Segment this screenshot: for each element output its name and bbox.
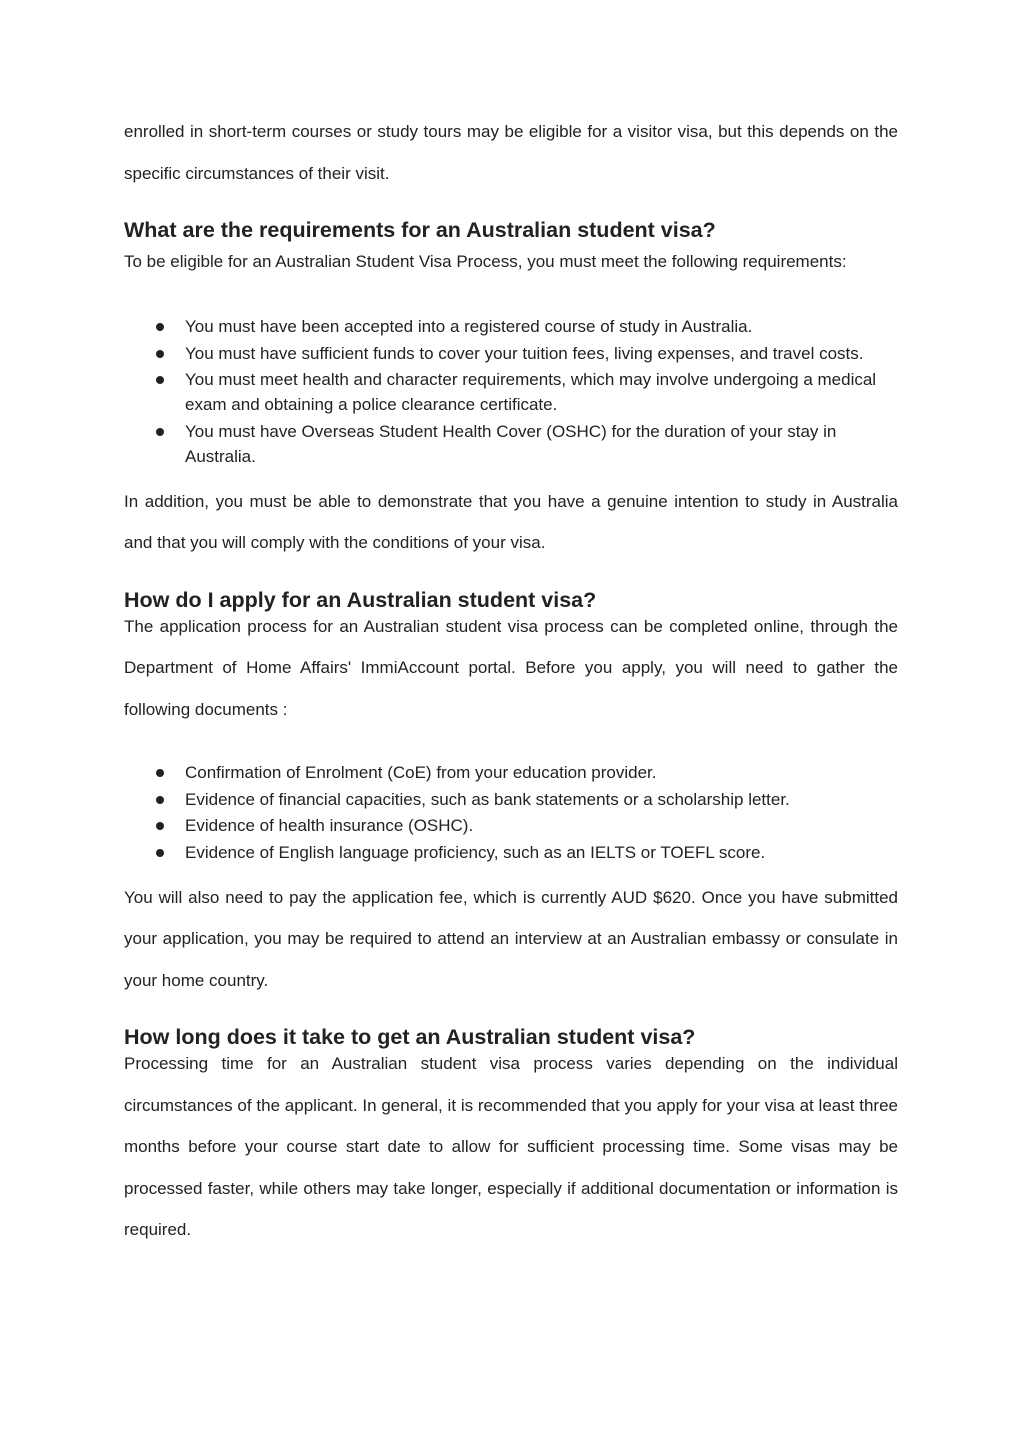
section-heading-processing-time: How long does it take to get an Australian student visa?: [124, 1025, 696, 1049]
list-item: [124, 787, 898, 812]
bullet-icon: [156, 323, 164, 331]
bullet-icon: [156, 769, 164, 777]
list-item: [124, 341, 898, 366]
bullet-icon: [156, 350, 164, 358]
list-item: [124, 419, 898, 469]
section-closing-apply: You will also need to pay the application fee, which is currently AUD $620. Once you have submitted your application, you may be required to attend an interview at an Australian embassy or consulate in your home country.: [124, 887, 898, 990]
bullet-icon: [156, 428, 164, 436]
bullet-icon: [156, 822, 164, 830]
list-item: [124, 840, 898, 865]
bullet-icon: [156, 849, 164, 857]
list-item-text: Confirmation of Enrolment (CoE) from your education provider.: [185, 763, 657, 782]
list-item-text: You must have sufficient funds to cover your tuition fees, living expenses, and travel costs.: [185, 343, 864, 363]
documents-list: [124, 760, 898, 865]
bullet-icon: [156, 376, 164, 384]
list-item-text: Evidence of English language proficiency, such as an IELTS or TOEFL score.: [185, 842, 766, 862]
list-item-text: You must have Overseas Student Health Cover (OSHC) for the duration of your stay in Australia.: [185, 421, 837, 466]
list-item-text: You must meet health and character requirements, which may involve undergoing a medical exam and obtaining a police clearance certificate.: [185, 370, 877, 414]
list-item: [124, 813, 898, 838]
requirements-list: [124, 314, 898, 469]
section-intro-processing-time: Processing time for an Australian student visa process varies depending on the individual circumstances of the applicant. In general, it is recommended that you apply for your visa at least three months before your course start date to allow for sufficient processing time. Some visas may be processed faster, while others may take longer, especially if additional documentation or information is required.: [124, 1054, 898, 1239]
continuation-paragraph: enrolled in short-term courses or study tours may be eligible for a visitor visa, but this depends on the specific circumstances of their visit.: [124, 122, 898, 183]
document-page: [124, 111, 898, 1251]
list-item: [124, 760, 898, 785]
list-item: [124, 314, 898, 339]
list-item-text: Evidence of health insurance (OSHC).: [185, 816, 474, 835]
section-heading-requirements: What are the requirements for an Australian student visa?: [124, 218, 716, 242]
section-intro-apply: The application process for an Australian student visa process can be completed online, through the Department of Home Affairs' ImmiAccount portal. Before you apply, you will need to gather the following documents :: [124, 616, 898, 719]
section-closing-requirements: In addition, you must be able to demonstrate that you have a genuine intention to study in Australia and that you will comply with the conditions of your visa.: [124, 491, 898, 552]
section-heading-apply: How do I apply for an Australian student visa?: [124, 587, 597, 612]
list-item-text: You must have been accepted into a registered course of study in Australia.: [185, 317, 753, 336]
bullet-icon: [156, 796, 164, 804]
list-item-text: Evidence of financial capacities, such as bank statements or a scholarship letter.: [185, 789, 790, 809]
list-item: [124, 367, 898, 417]
section-intro-requirements: To be eligible for an Australian Student Visa Process, you must meet the following requirements:: [124, 252, 847, 271]
